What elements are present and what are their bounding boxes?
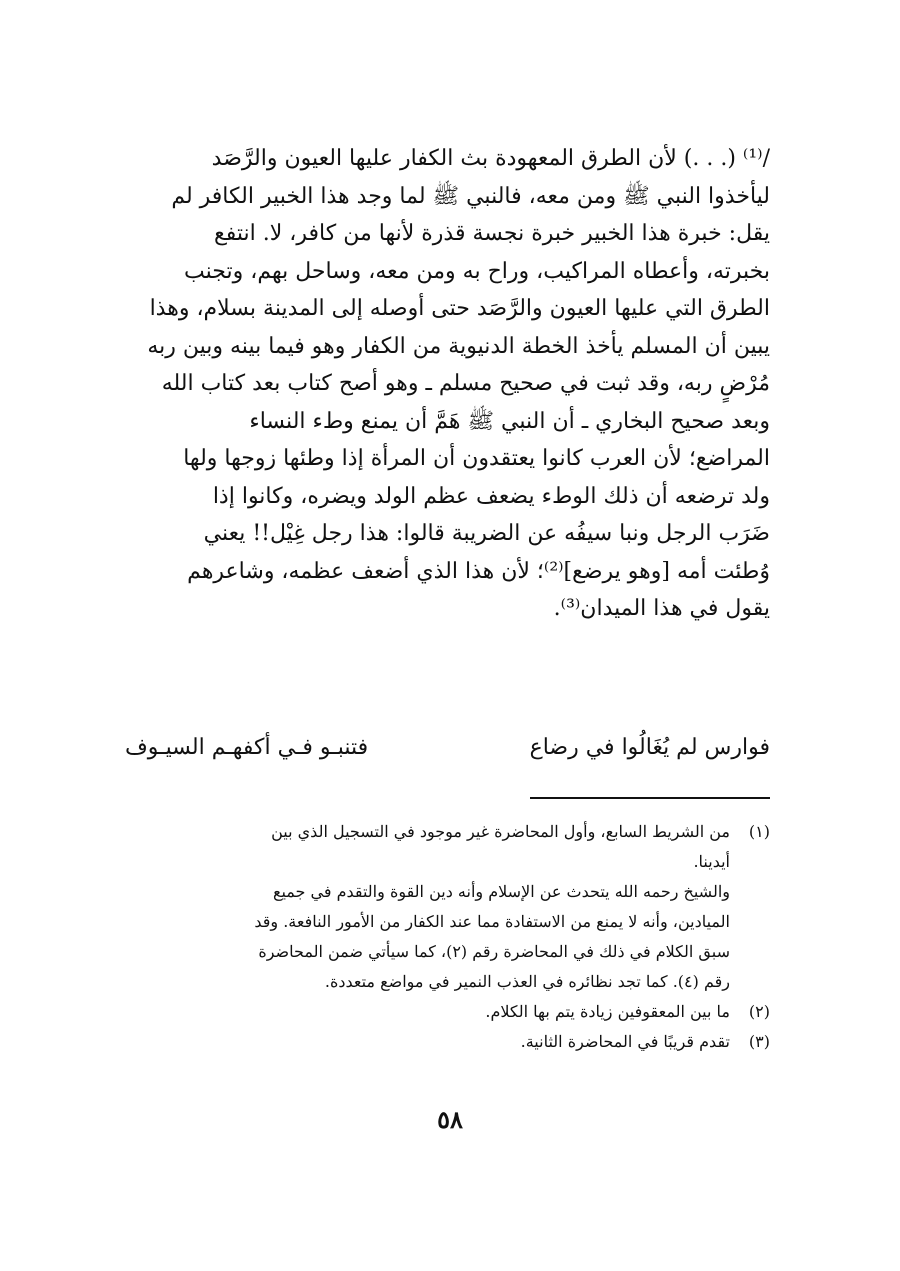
footnote-body (125, 1027, 730, 1057)
footnote-2 (125, 997, 770, 1027)
footnote-line: رقم (٤). كما تجد نظائره في العذب النمير في مواضع متعددة. (324, 972, 730, 991)
footnote-line: الميادين، وأنه لا يمنع من الاستفادة مما عند الكفار من الأمور النافعة. وقد (254, 912, 730, 931)
text-line: ضَرَب الرجل ونبا سيفُه عن الضريبة قالوا: هذا رجل غِيْل!! يعني (203, 521, 770, 546)
text-line: يبين أن المسلم يأخذ الخطة الدنيوية من الكفار وهو فيما بينه وبين ربه (147, 333, 770, 359)
footnote-3 (125, 1027, 770, 1057)
footnote-line: سبق الكلام في ذلك في المحاضرة رقم (٢)، كما سيأتي ضمن المحاضرة (258, 942, 730, 961)
text-line: وُطئت أمه [وهو يرضع]⁽²⁾؛ لأن هذا الذي أضعف عظمه، وشاعرهم (187, 558, 770, 584)
footnotes-block (125, 817, 770, 1057)
footnote-number: (٣) (748, 1032, 770, 1051)
text-line: /⁽¹⁾ (. . .) لأن الطرق المعهودة بث الكفار عليها العيون والرَّصَد (211, 146, 770, 171)
footnote-1 (125, 817, 770, 997)
footnote-line: أيدينا. (693, 852, 730, 871)
text-line: وبعد صحيح البخاري ـ أن النبي ﷺ هَمَّ أن يمنع وطء النساء (249, 408, 770, 434)
footnote-body (125, 817, 730, 997)
footnote-line: والشيخ رحمه الله يتحدث عن الإسلام وأنه دين القوة والتقدم في جميع (272, 882, 730, 901)
footnote-line: ما بين المعقوفين زيادة يتم بها الكلام. (485, 1002, 730, 1021)
footnote-body (125, 997, 730, 1027)
verse-second-hemistich: فتنبـو فـي أكفهـم السيـوف (125, 735, 369, 760)
text-line: ولد ترضعه أن ذلك الوطء يضعف عظم الولد ويضره، وكانوا إذا (212, 483, 770, 509)
text-line: يقل: خبرة هذا الخبير خبرة نجسة قذرة لأنها من كافر، لا. انتفع (214, 221, 770, 246)
text-line: بخبرته، وأعطاه المراكيب، وراح به ومن معه، وساحل بهم، وتجنب (184, 258, 770, 284)
footnote-number: (٢) (748, 1002, 770, 1021)
page-number: ٥٨ (437, 1105, 463, 1134)
text-line: ليأخذوا النبي ﷺ ومن معه، فالنبي ﷺ لما وجد هذا الخبير الكافر لم (171, 183, 770, 209)
footnote-line: من الشريط السابع، وأول المحاضرة غير موجود في التسجيل الذي بين (271, 822, 730, 841)
text-line: يقول في هذا الميدان⁽³⁾. (553, 596, 770, 621)
footnote-number: (١) (748, 822, 770, 841)
main-text-block (125, 140, 770, 628)
text-line: الطرق التي عليها العيون والرَّصَد حتى أوصله إلى المدينة بسلام، وهذا (149, 296, 770, 321)
text-line: مُرْضٍ ربه، وقد ثبت في صحيح مسلم ـ وهو أصح كتاب بعد كتاب الله (161, 371, 770, 396)
verse-first-hemistich: فوارس لم يُغَالُوا في رضاع (529, 735, 770, 760)
poetry-verse (125, 728, 770, 768)
footnote-line: تقدم قريبًا في المحاضرة الثانية. (520, 1032, 730, 1051)
footnote-divider (530, 797, 770, 799)
text-line: المراضع؛ لأن العرب كانوا يعتقدون أن المرأة إذا وطئها زوجها ولها (183, 446, 770, 471)
